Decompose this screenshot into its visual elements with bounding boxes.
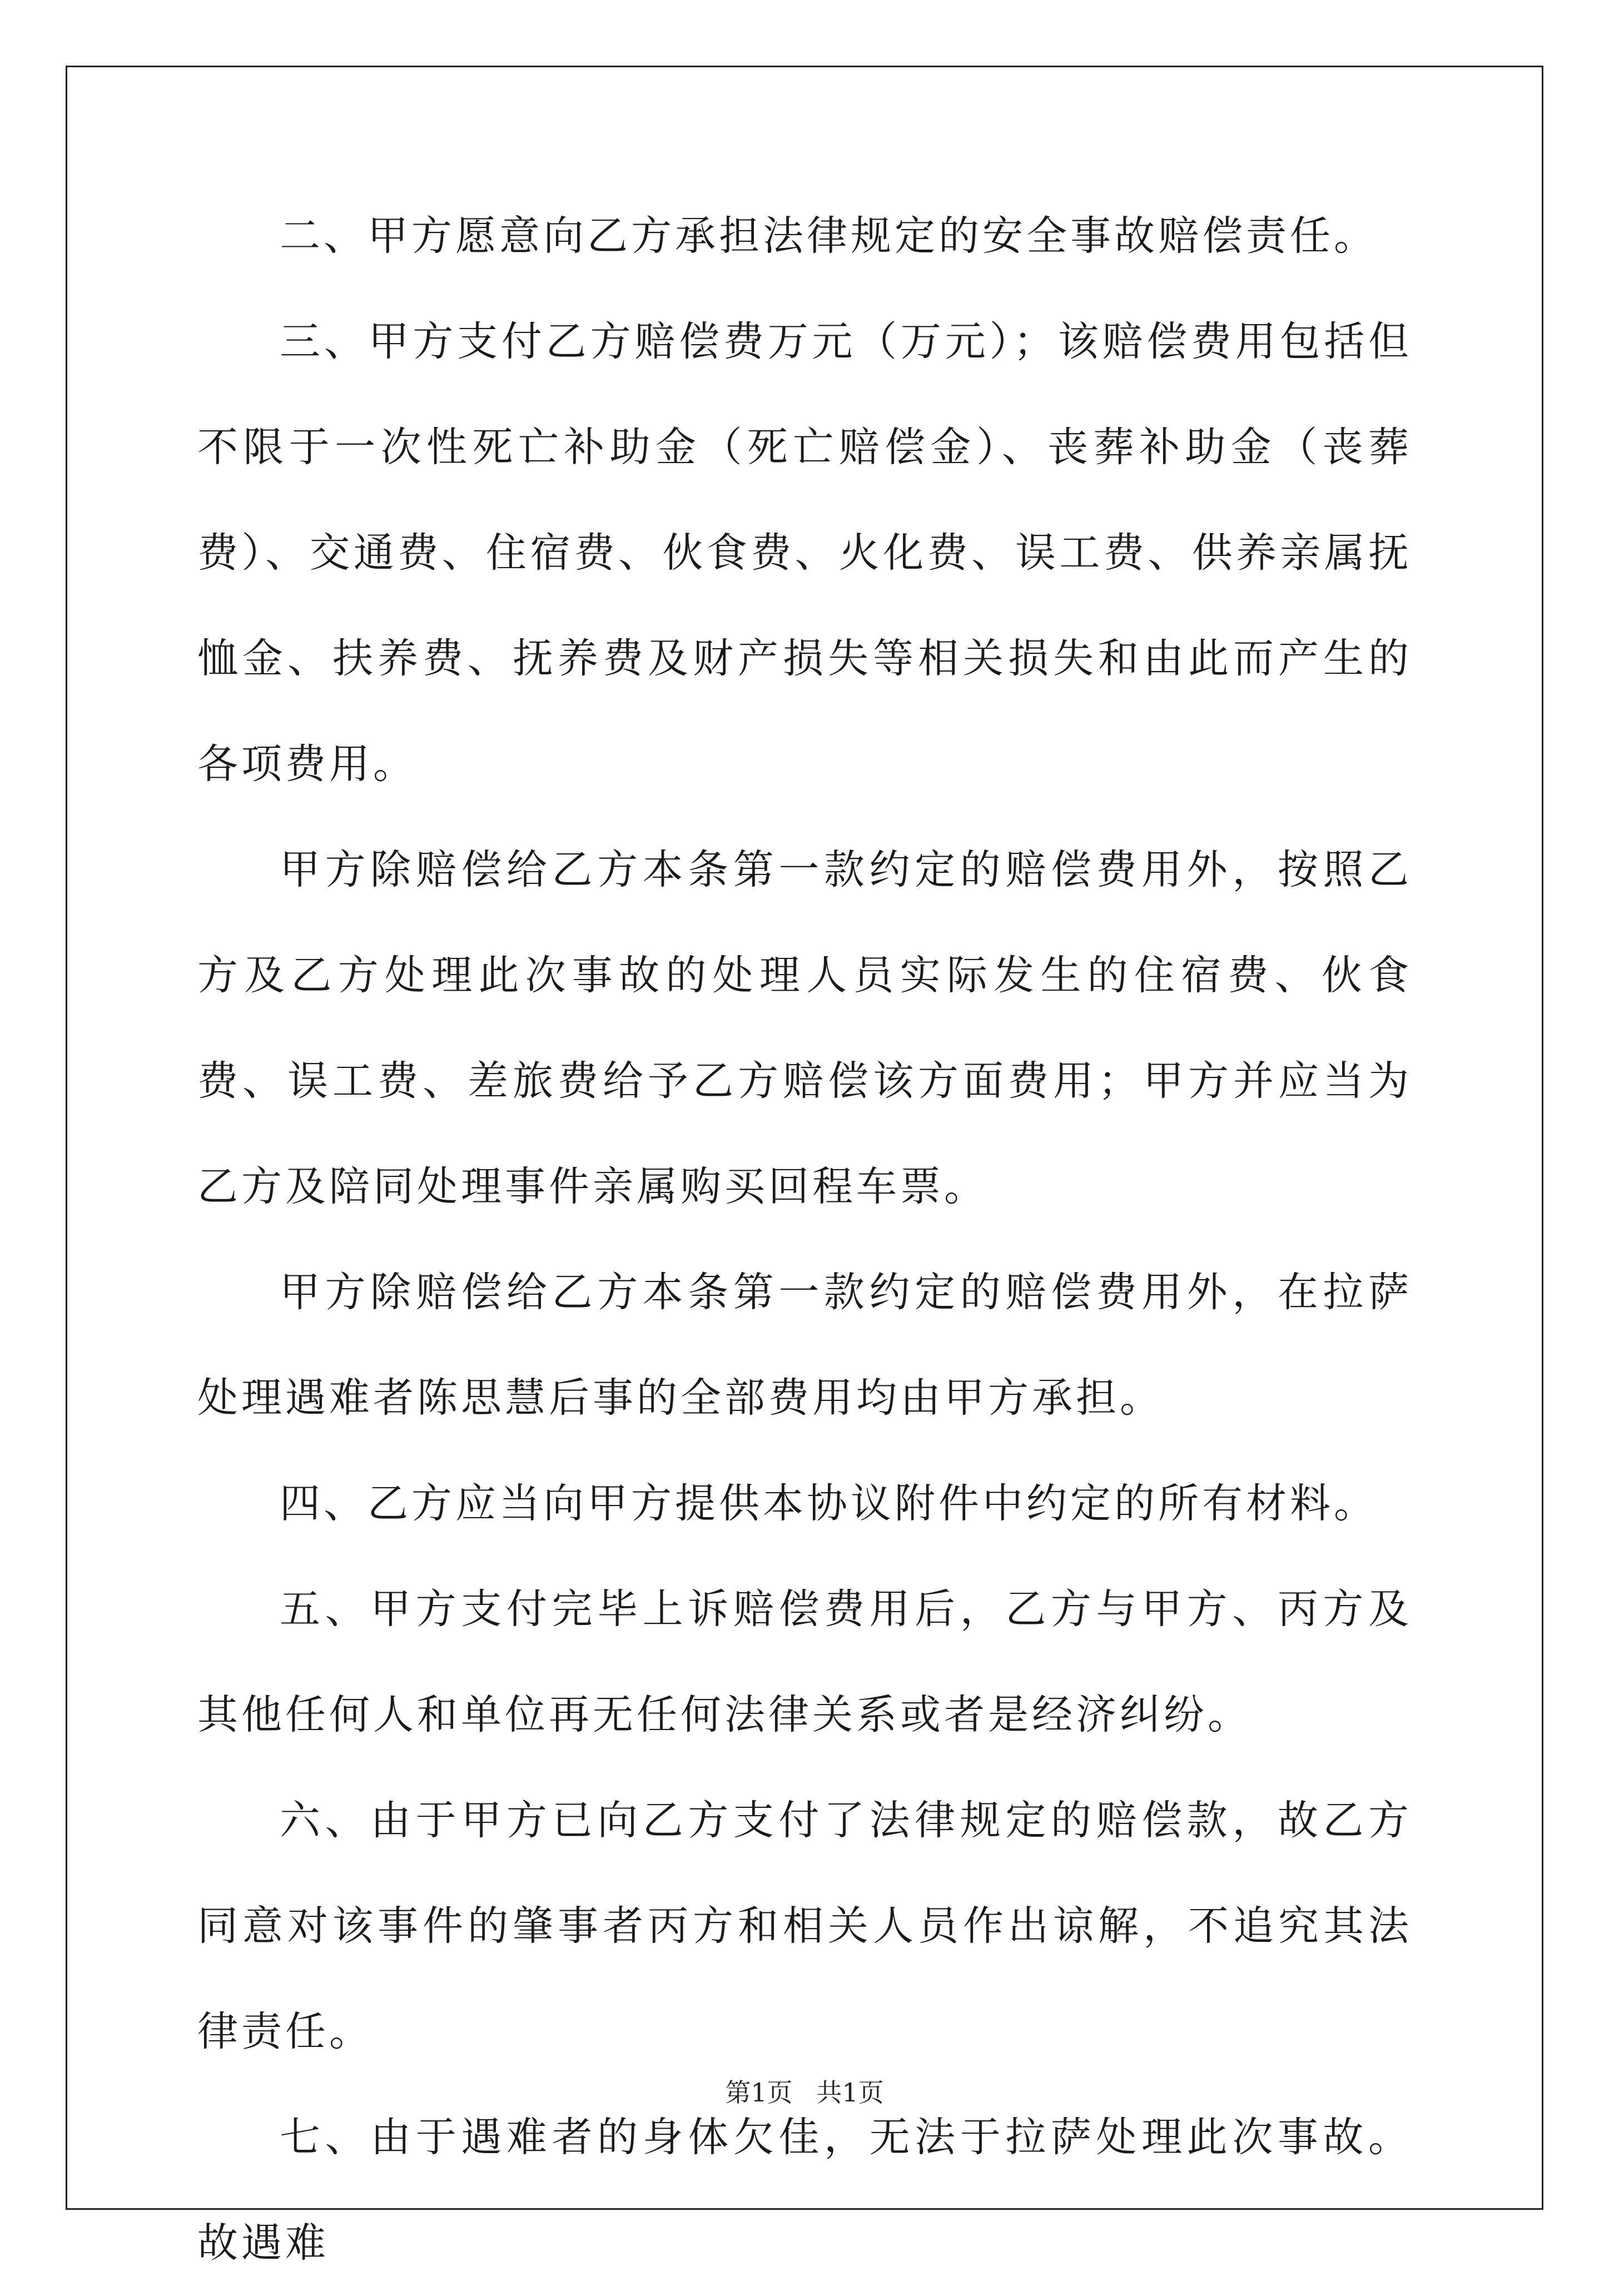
paragraph: 二、甲方愿意向乙方承担法律规定的安全事故赔偿责任。	[280, 212, 1378, 260]
page-footer	[0, 2073, 1609, 2109]
paragraph: 甲方除赔偿给乙方本条第一款约定的赔偿费用外，按照乙方及乙方处理此次事故的处理人员实际发生的住宿费、伙食费、误工费、差旅费给予乙方赔偿该方面费用；甲方并应当为乙方及陪同处理事件亲属购买回程车票。	[197, 846, 1412, 1210]
document-body	[197, 183, 1412, 2296]
page-number: 第1页	[725, 2078, 793, 2108]
paragraph: 四、乙方应当向甲方提供本协议附件中约定的所有材料。	[280, 1480, 1378, 1527]
paragraph: 六、由于甲方已向乙方支付了法律规定的赔偿款，故乙方同意对该事件的肇事者丙方和相关人员作出谅解，不追究其法律责任。	[197, 1797, 1412, 2055]
paragraph: 七、由于遇难者的身体欠佳，无法于拉萨处理此次事故。故遇难	[197, 2114, 1412, 2267]
paragraph: 五、甲方支付完毕上诉赔偿费用后，乙方与甲方、丙方及其他任何人和单位再无任何法律关系或者是经济纠纷。	[197, 1586, 1412, 1738]
page-total: 共1页	[816, 2078, 884, 2108]
paragraph: 三、甲方支付乙方赔偿费万元（万元）；该赔偿费用包括但不限于一次性死亡补助金（死亡赔偿金）、丧葬补助金（丧葬费）、交通费、住宿费、伙食费、火化费、误工费、供养亲属抚恤金、扶养费、抚养费及财产损失等相关损失和由此而产生的各项费用。	[197, 318, 1412, 788]
paragraph: 甲方除赔偿给乙方本条第一款约定的赔偿费用外，在拉萨处理遇难者陈思慧后事的全部费用均由甲方承担。	[197, 1269, 1412, 1422]
